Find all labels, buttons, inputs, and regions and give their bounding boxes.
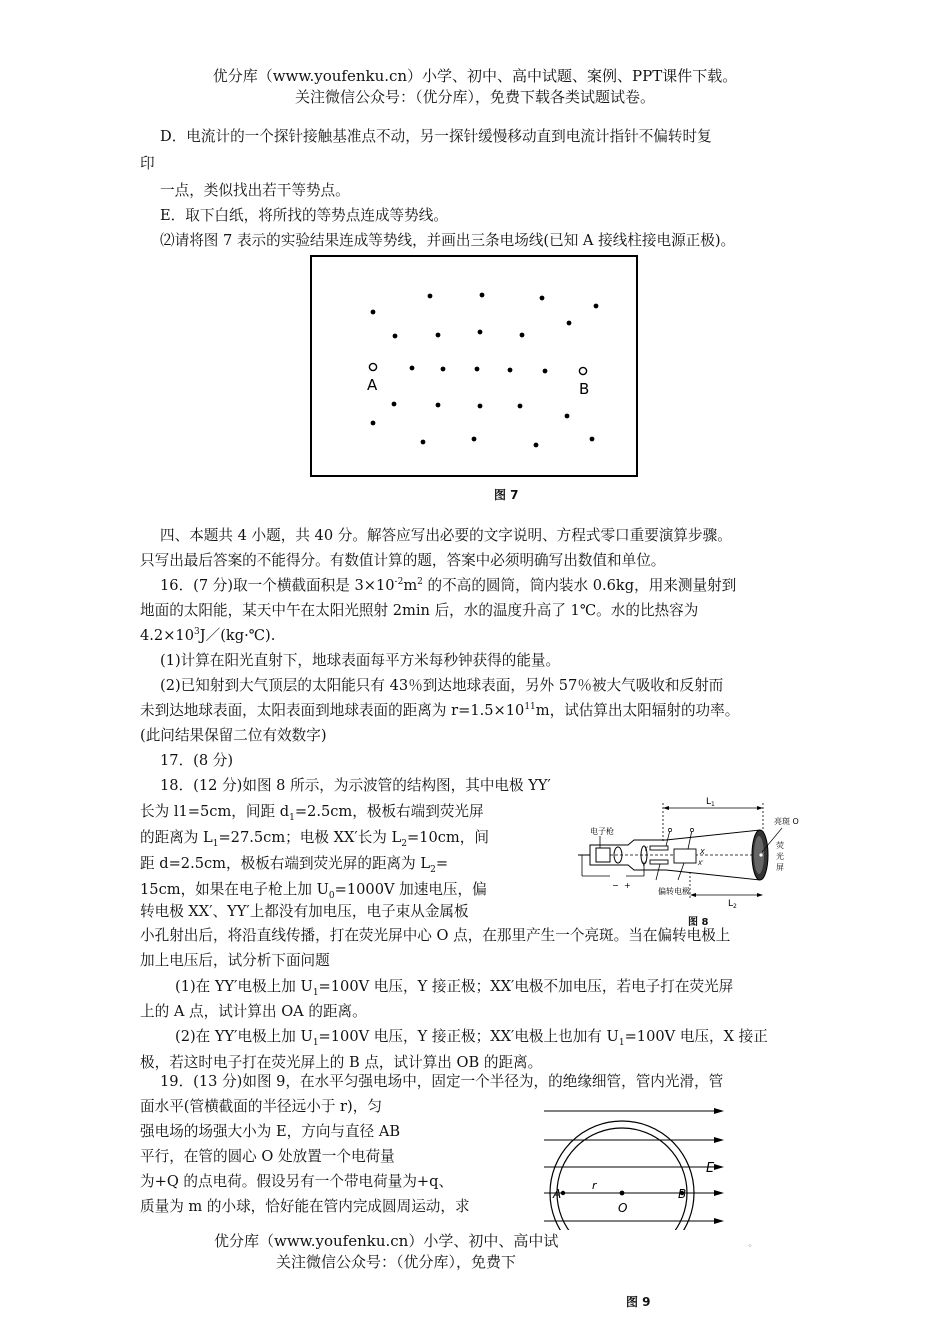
point-a-dot (561, 1191, 565, 1195)
radius-label: r (592, 1179, 597, 1192)
q18-line4: 距 d=2.5cm，极板右端到荧光屏的距离为 $L_2=$ (140, 855, 449, 875)
spot-label: 亮斑 O (774, 817, 799, 826)
svg-text:X′: X′ (698, 860, 704, 867)
q18-line2: 长为 l1=5cm，间距 $d_1=2.5cm$，极板右端到荧光屏 (140, 803, 484, 823)
figure-9 (540, 1098, 740, 1240)
section-4-line1: 四、本题共 4 小题，共 40 分。解答应写出必要的文字说明、方程式零口重要演算步骤。 (160, 527, 732, 544)
L2-label: $L_2$ (728, 899, 737, 910)
electrode-b (579, 367, 586, 374)
question-2-instruction: ⑵请将图 7 表示的实验结果连成等势线，并画出三条电场线(已知 A 接线柱接电源正极)。 (160, 232, 736, 249)
label-b: B (579, 380, 590, 398)
q18-line8: 加上电压后，试分析下面问题 (140, 952, 330, 969)
svg-text:荧: 荧 (776, 841, 784, 850)
step-e: E．取下白纸，将所找的等势点连成等势线。 (160, 207, 448, 224)
figure-7-dots (371, 293, 599, 448)
plate-x (674, 849, 696, 863)
svg-text:+: + (624, 881, 631, 890)
q16-sub2-line3: (此问结果保留二位有效数字) (140, 727, 327, 744)
q19-line3: 强电场的场强大小为 E，方向与直径 AB (140, 1123, 401, 1140)
svg-text:光: 光 (776, 852, 784, 861)
q16-line2: 地面的太阳能，某天中午在太阳光照射 2min 后，水的温度升高了 1℃。水的比热容为 (140, 602, 699, 619)
center-charge (620, 1191, 625, 1196)
q18-line3: 的距离为 $L_1=27.5cm$；电极 XX′长为 $L_2=10cm$，间 (140, 829, 489, 849)
point-b-label: B (678, 1187, 687, 1201)
plate-y (650, 846, 668, 850)
label-a: A (367, 376, 378, 394)
q19-line4: 平行，在管的圆心 O 处放置一个电荷量 (140, 1148, 395, 1165)
footer-line-2: 关注微信公众号：（优分库），免费下 (276, 1253, 517, 1271)
figure-7 (300, 250, 650, 485)
field-lines (544, 1111, 716, 1221)
figure-8 (570, 790, 822, 930)
center-label: O (618, 1201, 628, 1215)
q17: 17．(8 分) (160, 752, 234, 769)
plate-y-prime (650, 860, 668, 864)
q18-sub2-line1: (2)在 YY′电极上加 $U_1=100V$ 电压，Y 接正极；XX′电极上也加有 $U_1=100V$ 电压，X 接正 (175, 1028, 768, 1048)
svg-text:屏: 屏 (776, 863, 784, 872)
step-d-line1: D．电流计的一个探针接触基准点不动，另一探针缓慢移动直到电流计指针不偏转时复 (160, 128, 712, 145)
q19-line5: 为+Q 的点电荷。假设另有一个带电荷量为+q、 (140, 1173, 454, 1190)
q16-line3: $4.2\times 10^3J/(kg\cdot℃)$. (140, 627, 276, 644)
field-label-e: E (706, 1161, 715, 1176)
deflect-label: 偏转电极 (658, 887, 690, 896)
svg-text:Y: Y (644, 846, 648, 853)
gun-label: 电子枪 (590, 827, 614, 836)
outer-tube-circle (550, 1121, 694, 1240)
q19-line6: 质量为 m 的小球，恰好能在管内完成圆周运动，求 (140, 1198, 470, 1215)
step-d-line2: 印 (140, 155, 155, 172)
q18-line1: 18．(12 分)如图 8 所示，为示波管的结构图，其中电极 YY′ (160, 777, 551, 794)
cathode (596, 848, 610, 862)
svg-text:−: − (612, 881, 619, 890)
q18-line6: 转电极 XX′、YY′上都没有加电压，电子束从金属板 (140, 903, 469, 920)
q18-sub1-line2: 上的 A 点，试计算出 OA 的距离。 (140, 1003, 367, 1020)
L1-label: $L_1$ (706, 797, 715, 808)
footer-line-1: 优分库（www.youfenku.cn）小学、初中、高中试 。 (214, 1230, 757, 1255)
figure-7-frame (311, 256, 637, 476)
header-line-1: 优分库（www.youfenku.cn）小学、初中、高中试题、案例、PPT课件下载。 (212, 67, 738, 85)
q16-sub2-line2: 未到达地球表面，太阳表面到地球表面的距离为 $r=1.5\times 10^{11}m$，试估算出太阳辐射的功率。 (140, 702, 740, 719)
q18-line7: 小孔射出后，将沿直线传播，打在荧光屏中心 O 点，在那里产生一个亮斑。当在偏转电极上 (140, 927, 731, 944)
step-d-line3: 一点，类似找出若干等势点。 (160, 182, 350, 199)
q18-sub2-line2: 极，若这时电子打在荧光屏上的 B 点，试计算出 OB 的距离。 (140, 1054, 543, 1071)
q18-line5: 15cm，如果在电子枪上加 $U_0=1000V$ 加速电压，偏 (140, 881, 487, 901)
figure-7-caption: 图 7 (494, 488, 519, 502)
q16-sub1: (1)计算在阳光直射下，地球表面每平方米每秒钟获得的能量。 (160, 652, 561, 669)
q18-sub1-line1: (1)在 YY′电极上加 $U_1=100V$ 电压，Y 接正极；XX′电极不加电压，若电子打在荧光屏 (175, 978, 734, 998)
svg-text:Y′: Y′ (642, 861, 648, 868)
q19-line2: 面水平(管横截面的半径远小于 r)，匀 (140, 1098, 382, 1115)
section-4-line2: 只写出最后答案的不能得分。有数值计算的题，答案中必须明确写出数值和单位。 (140, 552, 666, 569)
inner-tube-circle (557, 1128, 687, 1240)
q16-sub2-line1: (2)已知射到大气顶层的太阳能只有 43％到达地球表面，另外 57％被大气吸收和反射而 (160, 677, 724, 694)
electrode-a (369, 363, 376, 370)
figure-9-caption: 图 9 (626, 1295, 651, 1309)
header-line-2: 关注微信公众号：（优分库），免费下载各类试题试卷。 (294, 88, 655, 106)
svg-text:X: X (700, 848, 705, 856)
q19-line1: 19．(13 分)如图 9，在水平匀强电场中，固定一个半径为，的绝缘细管，管内光滑，管 (160, 1073, 724, 1090)
figure-8-caption: 图 8 (688, 917, 709, 928)
q16-line1: 16．(7 分)取一个横截面积是 $3\times 10^{-2}m^2$ 的不高的圆筒，筒内装水 0.6kg，用来测量射到 (160, 577, 737, 594)
point-a-label: A (553, 1187, 562, 1201)
